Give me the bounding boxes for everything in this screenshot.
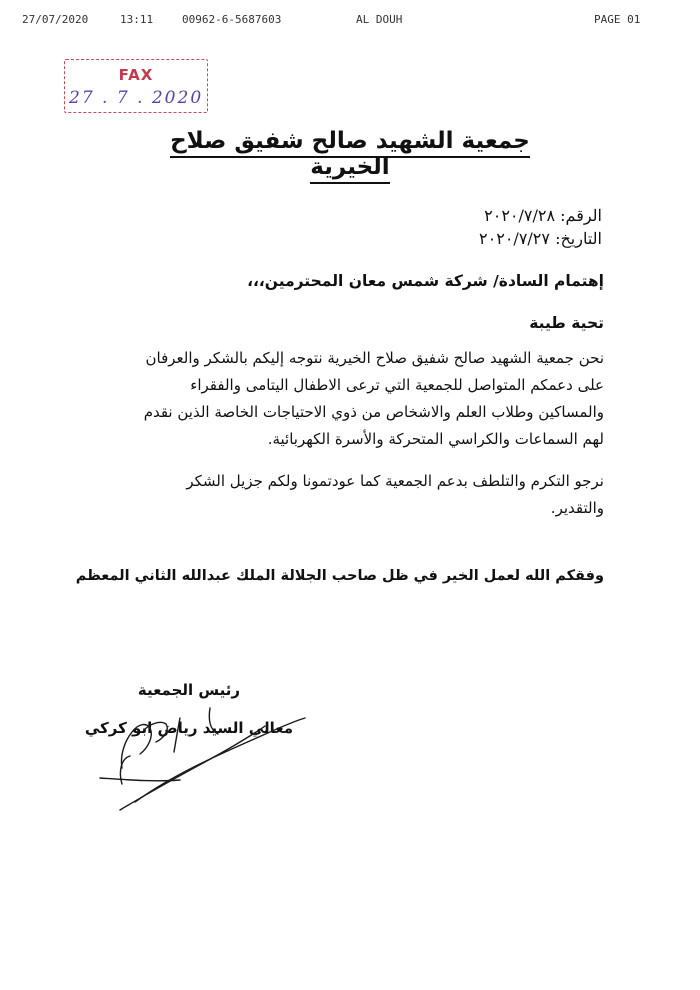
organization-name: جمعية الشهيد صالح شفيق صلاح الخيرية — [170, 128, 530, 184]
body-line: والمساكين وطلاب العلم والاشخاص من ذوي الاحتياجات الخاصة الذين نقدم — [143, 403, 604, 421]
fax-phone-number: 00962-6-5687603 — [182, 13, 282, 26]
fax-sender-name: AL DOUH — [356, 13, 403, 26]
body-line: نحن جمعية الشهيد صالح شفيق صلاح الخيرية نتوجه إليكم بالشكر والعرفان — [145, 349, 604, 367]
greeting-line: تحية طيبة — [529, 314, 604, 332]
reference-number: الرقم: ٢٠٢٠/٧/٢٨ — [484, 206, 602, 225]
body-line: والتقدير. — [550, 499, 604, 517]
signatory-title: رئيس الجمعية — [137, 681, 240, 699]
closing-blessing: وفقكم الله لعمل الخير في ظل صاحب الجلالة الملك عبدالله الثاني المعظم — [75, 568, 604, 584]
addressee-line: إهتمام السادة/ شركة شمس معان المحترمين،،، — [247, 272, 604, 290]
fax-page-number: PAGE 01 — [594, 13, 641, 26]
signatory-name: معالي السيد رياض ابو كركي — [84, 719, 293, 737]
body-paragraph-2 — [94, 468, 604, 522]
reference-date: التاريخ: ٢٠٢٠/٧/٢٧ — [479, 229, 602, 248]
fax-transmission-header — [0, 13, 700, 29]
body-line: نرجو التكرم والتلطف بدعم الجمعية كما عودتمونا ولكم جزيل الشكر — [186, 472, 604, 490]
handwritten-signature — [60, 660, 360, 820]
stamp-label: FAX — [118, 66, 154, 84]
fax-received-stamp — [64, 59, 208, 113]
fax-time: 13:11 — [120, 13, 154, 26]
body-line: لهم السماعات والكراسي المتحركة والأسرة الكهربائية. — [267, 430, 604, 448]
body-paragraph-1 — [94, 345, 604, 453]
stamp-handwritten-date: 27 . 7 . 2020 — [69, 88, 204, 108]
organization-title — [150, 128, 550, 180]
body-line: على دعمكم المتواصل للجمعية التي ترعى الاطفال اليتامى والفقراء — [190, 376, 604, 394]
fax-date: 27/07/2020 — [22, 13, 89, 26]
